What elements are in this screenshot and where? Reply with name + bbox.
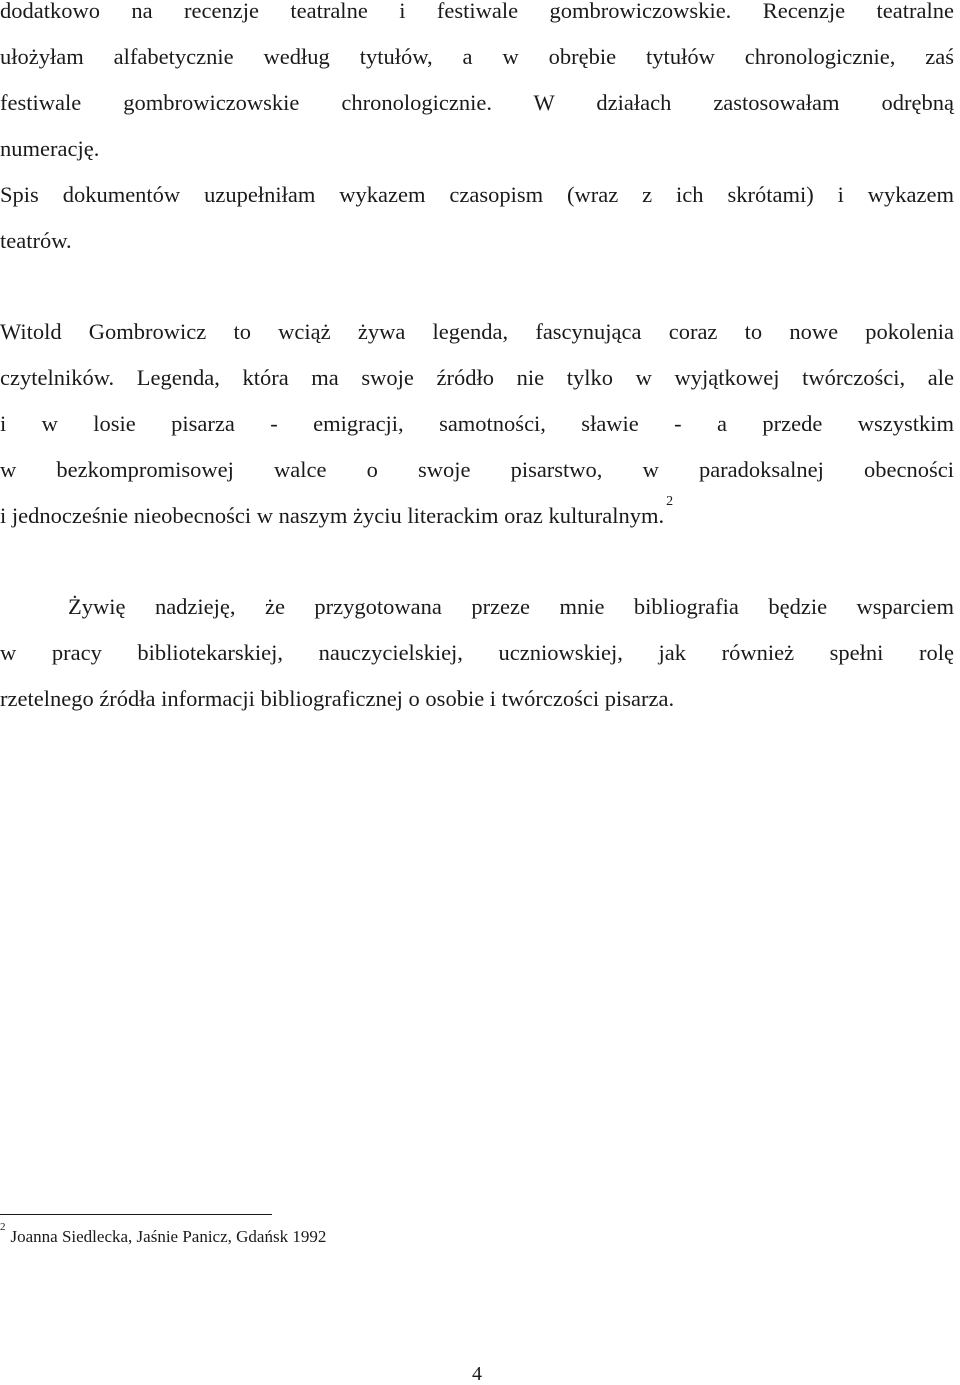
page-number: 4: [472, 1363, 482, 1385]
text-line: rzetelnego źródła informacji bibliograficznej o osobie i twórczości pisarza.: [0, 686, 675, 711]
text-line: Witold Gombrowicz to wciąż żywa legenda, fascynująca coraz to nowe pokolenia: [0, 319, 954, 344]
footnote-separator: [0, 1214, 272, 1215]
text-line: w pracy bibliotekarskiej, nauczycielskiej, uczniowskiej, jak również spełni rolę: [0, 640, 954, 665]
footnote: [0, 1221, 327, 1246]
text-line: czytelników. Legenda, która ma swoje źródło nie tylko w wyjątkowej twórczości, ale: [0, 365, 954, 390]
text-line: Żywię nadzieję, że przygotowana przeze mnie bibliografia będzie wsparciem: [68, 594, 954, 619]
text-line: teatrów.: [0, 228, 72, 253]
footnote-mark: 2: [0, 1221, 6, 1233]
text-line: numerację.: [0, 136, 100, 161]
footnote-text: Joanna Siedlecka, Jaśnie Panicz, Gdańsk 1992: [10, 1227, 327, 1246]
text-line: festiwale gombrowiczowskie chronologicznie. W działach zastosowałam odrębną: [0, 90, 954, 115]
text-line: ułożyłam alfabetycznie według tytułów, a w obrębie tytułów chronologicznie, zaś: [0, 44, 954, 69]
text-line: Spis dokumentów uzupełniłam wykazem czasopism (wraz z ich skrótami) i wykazem: [0, 182, 954, 207]
text-line: i w losie pisarza - emigracji, samotności, sławie - a przede wszystkim: [0, 411, 954, 436]
text-line-with-footnote: [0, 494, 954, 528]
text-line: i jednocześnie nieobecności w naszym życiu literackim oraz kulturalnym.: [0, 503, 665, 528]
text-line: dodatkowo na recenzje teatralne i festiwale gombrowiczowskie. Recenzje teatralne: [0, 0, 954, 23]
text-line: w bezkompromisowej walce o swoje pisarstwo, w paradoksalnej obecności: [0, 457, 954, 482]
footnote-reference[interactable]: 2: [666, 494, 674, 509]
